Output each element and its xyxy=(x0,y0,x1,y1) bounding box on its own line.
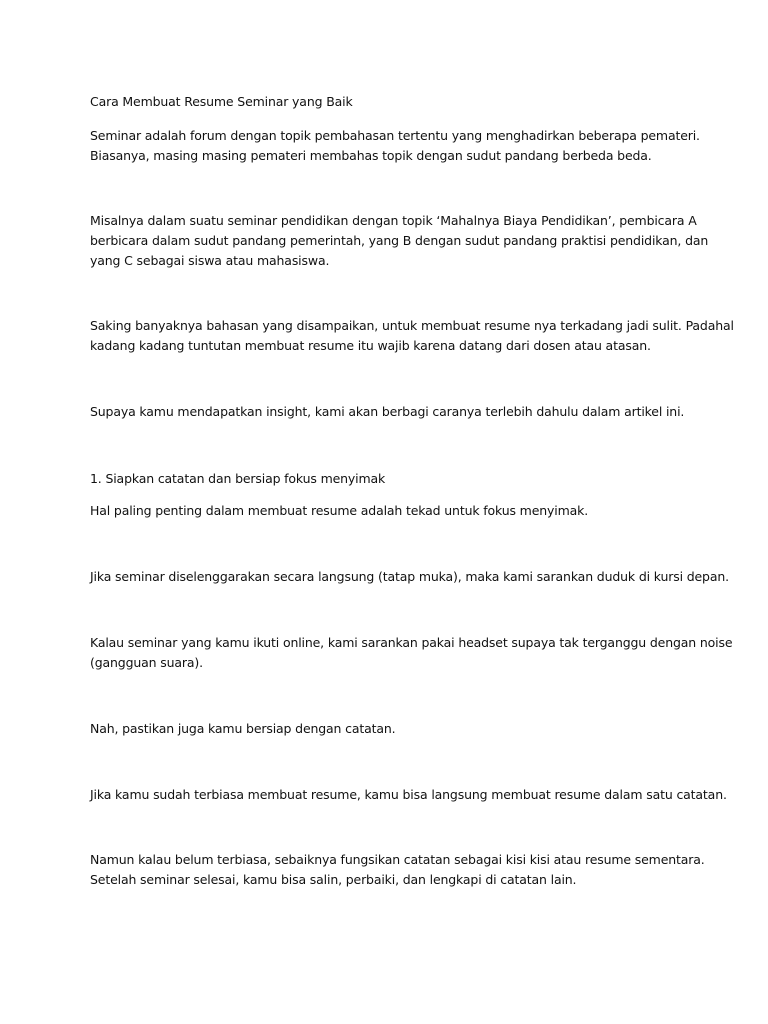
paragraph-7-line-2: (gangguan suara). xyxy=(90,655,203,670)
paragraph-3-line-1: Saking banyaknya bahasan yang disampaikan, untuk membuat resume nya terkadang jadi sulit. Padahal xyxy=(90,318,734,333)
paragraph-1-line-2: Biasanya, masing masing pemateri membahas topik dengan sudut pandang berbeda beda. xyxy=(90,148,652,163)
paragraph-7-line-1: Kalau seminar yang kamu ikuti online, kami sarankan pakai headset supaya tak terganggu dengan noise xyxy=(90,635,733,650)
paragraph-3-line-2: kadang kadang tuntutan membuat resume itu wajib karena datang dari dosen atau atasan. xyxy=(90,338,651,353)
paragraph-8-line-1: Nah, pastikan juga kamu bersiap dengan catatan. xyxy=(90,721,396,736)
paragraph-10-line-2: Setelah seminar selesai, kamu bisa salin, perbaiki, dan lengkapi di catatan lain. xyxy=(90,872,577,887)
paragraph-6-line-1: Jika seminar diselenggarakan secara langsung (tatap muka), maka kami sarankan duduk di kursi depan. xyxy=(90,569,729,584)
section-heading-1: 1. Siapkan catatan dan bersiap fokus menyimak xyxy=(90,471,386,486)
paragraph-9-line-1: Jika kamu sudah terbiasa membuat resume, kamu bisa langsung membuat resume dalam satu catatan. xyxy=(90,787,727,802)
paragraph-1-line-1: Seminar adalah forum dengan topik pembahasan tertentu yang menghadirkan beberapa pemateri. xyxy=(90,128,700,143)
paragraph-2-line-3: yang C sebagai siswa atau mahasiswa. xyxy=(90,253,330,268)
paragraph-10-line-1: Namun kalau belum terbiasa, sebaiknya fungsikan catatan sebagai kisi kisi atau resume sementara. xyxy=(90,852,705,867)
paragraph-2-line-2: berbicara dalam sudut pandang pemerintah, yang B dengan sudut pandang praktisi pendidikan, dan xyxy=(90,233,709,248)
document-title: Cara Membuat Resume Seminar yang Baik xyxy=(90,94,353,109)
paragraph-5-line-1: Hal paling penting dalam membuat resume adalah tekad untuk fokus menyimak. xyxy=(90,503,589,518)
paragraph-4-line-1: Supaya kamu mendapatkan insight, kami akan berbagi caranya terlebih dahulu dalam artikel ini. xyxy=(90,404,685,419)
paragraph-2-line-1: Misalnya dalam suatu seminar pendidikan dengan topik ‘Mahalnya Biaya Pendidikan’, pembicara A xyxy=(90,213,697,228)
